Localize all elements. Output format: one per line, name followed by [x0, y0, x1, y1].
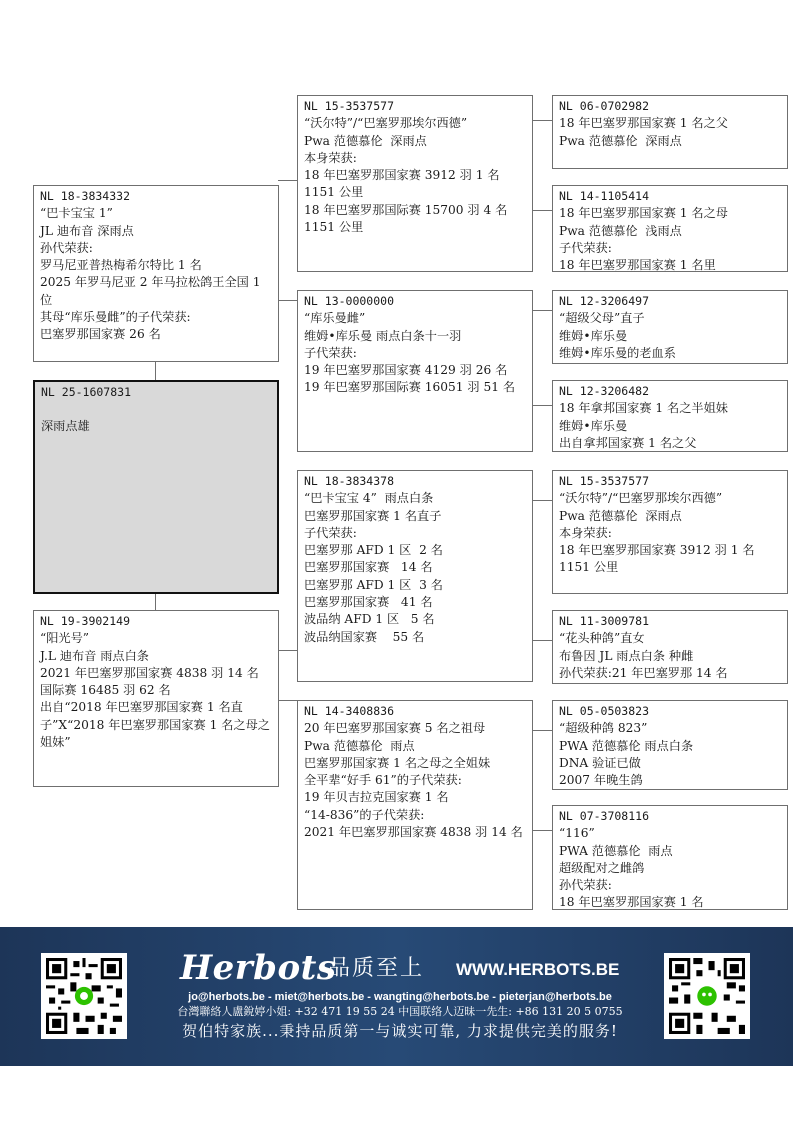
card-line: 巴塞罗那 AFD 1 区 2 名	[304, 543, 443, 558]
pedigree-card-ddd	[552, 805, 788, 910]
footer-tagline: 贺伯特家族...秉持品质第一与诚实可靠, 力求提供完美的服务!	[182, 1022, 618, 1040]
card-line: 18 年巴塞罗那国家赛 1 名之父	[559, 116, 728, 131]
card-line: 2021 年巴塞罗那国家赛 4838 羽 14 名	[40, 665, 259, 680]
card-line: 全平辈“好手 61”的子代荣获:	[304, 773, 462, 788]
pedigree-card-dds	[552, 700, 788, 790]
pedigree-card-sire-sire	[297, 95, 533, 272]
connector	[533, 120, 552, 121]
connector	[278, 300, 297, 301]
wechat-icon	[669, 958, 745, 1034]
card-line: Pwa 范德慕伦 深雨点	[559, 508, 682, 523]
card-line: 2025 年罗马尼亚 2 年马拉松鸽王全国 1 位	[40, 275, 265, 307]
ring-number: NL 19-3902149	[40, 614, 131, 628]
card-line: 18 年巴塞罗那国家赛 1 名里	[559, 258, 716, 272]
card-line: Pwa 范德慕伦 雨点	[304, 738, 415, 753]
ring-number: NL 12-3206497	[559, 294, 650, 308]
connector	[533, 405, 552, 406]
card-line: 2021 年巴塞罗那国家赛 4838 羽 14 名	[304, 825, 523, 840]
ring-number: NL 13-0000000	[304, 294, 395, 308]
card-line: “巴卡宝宝 1”	[40, 206, 113, 221]
contact-emails[interactable]: jo@herbots.be - miet@herbots.be - wangting@herbots.be - pieterjan@herbots.be	[188, 991, 612, 1003]
card-line: 本身荣获:	[304, 150, 357, 165]
card-line: “超级父母”直子	[559, 311, 645, 326]
card-line: 子代荣获:	[559, 240, 612, 255]
card-line: 巴塞罗那国家赛 26 名	[40, 327, 161, 342]
card-line: 超级配对之雌鸽	[559, 860, 645, 875]
qr-code-icon	[46, 958, 122, 1034]
card-line: 子代荣获:	[304, 525, 357, 540]
card-line: 巴塞罗那国家赛 41 名	[304, 595, 433, 610]
connector	[278, 180, 297, 181]
connector	[533, 640, 552, 641]
card-line: “14-836”的子代荣获:	[304, 807, 425, 822]
ring-number: NL 15-3537577	[559, 474, 650, 488]
ring-number: NL 25-1607831	[41, 385, 132, 399]
pedigree-card-dsd	[552, 610, 788, 684]
card-line: PWA 范德慕伦 雨点白条	[559, 738, 694, 753]
ring-number: NL 05-0503823	[559, 704, 650, 718]
ring-number: NL 12-3206482	[559, 384, 650, 398]
card-line: “阳光号”	[40, 631, 90, 646]
connector	[278, 650, 297, 651]
card-line: Pwa 范德慕伦 深雨点	[559, 133, 682, 148]
card-line: 维姆•库乐曼 雨点白条十一羽	[304, 328, 462, 343]
contact-phones: 台灣聯絡人盧銳婷小姐: +32 471 19 55 24 中国联络人迈昧一先生: +86 131 20 5 0755	[177, 1005, 623, 1018]
card-line: 孙代荣获:	[40, 240, 93, 255]
card-line: Pwa 范德慕伦 深雨点	[304, 133, 427, 148]
card-line: 20 年巴塞罗那国家赛 5 名之祖母	[304, 721, 486, 736]
pedigree-card-sdd	[552, 380, 788, 452]
ring-number: NL 11-3009781	[559, 614, 650, 628]
card-line: 子代荣获:	[304, 345, 357, 360]
ring-number: NL 18-3834378	[304, 474, 395, 488]
pedigree-card-dam-sire	[297, 470, 533, 682]
card-line: “超级种鸽 823”	[559, 721, 648, 736]
brand-slogan: 品质至上	[328, 956, 425, 981]
connector	[533, 730, 552, 731]
card-line: J.L 迪布音 雨点白条	[40, 648, 149, 663]
card-line: 维姆•库乐曼	[559, 328, 628, 343]
card-line: PWA 范德慕伦 雨点	[559, 843, 673, 858]
ring-number: NL 14-3408836	[304, 704, 395, 718]
website-link[interactable]: WWW.HERBOTS.BE	[456, 960, 620, 979]
ring-number: NL 07-3708116	[559, 809, 650, 823]
ring-number: NL 15-3537577	[304, 99, 395, 113]
card-line: 18 年拿邦国家赛 1 名之半姐妹	[559, 401, 728, 416]
connector	[533, 310, 552, 311]
card-line: “116”	[559, 826, 595, 841]
card-line: Pwa 范德慕伦 浅雨点	[559, 223, 682, 238]
card-line: 出自“2018 年巴塞罗那国家赛 1 名直子”X“2018 年巴塞罗那国家赛 1 名之母之姐妹”	[40, 700, 270, 750]
connector	[155, 362, 156, 380]
pedigree-card-sire	[33, 185, 279, 362]
connector	[155, 594, 156, 610]
pedigree-card-dam	[33, 610, 279, 787]
card-line: 巴塞罗那 AFD 1 区 3 名	[304, 577, 443, 592]
card-line: 19 年巴塞罗那国际赛 16051 羽 51 名	[304, 380, 516, 395]
card-line: 巴塞罗那国家赛 1 名之母之全姐妹	[304, 755, 491, 770]
card-line: 罗马尼亚普热梅希尔特比 1 名	[40, 258, 202, 273]
card-line: 维姆•库乐曼	[559, 418, 628, 433]
ring-number: NL 18-3834332	[40, 189, 131, 203]
card-line: 其母“库乐曼雌”的子代荣获:	[40, 310, 191, 325]
card-line: 19 年贝吉拉克国家赛 1 名	[304, 790, 449, 805]
card-line: JL 迪布音 深雨点	[40, 223, 134, 238]
card-line: 19 年巴塞罗那国家赛 4129 羽 26 名	[304, 363, 508, 378]
qr-code-icon	[41, 953, 127, 1039]
card-line: “库乐曼雌”	[304, 311, 366, 326]
connector	[533, 500, 552, 501]
card-line: 2007 年晚生鸽	[559, 773, 643, 788]
card-line: 深雨点雄	[41, 419, 90, 434]
card-line: 巴塞罗那国家赛 14 名	[304, 560, 433, 575]
footer-banner	[0, 927, 793, 1066]
card-line: “沃尔特”/“巴塞罗那埃尔西德”	[304, 116, 468, 131]
card-line: 布鲁因 JL 雨点白条 种雌	[559, 648, 694, 663]
card-line: 18 年巴塞罗那国家赛 3912 羽 1 名 1151 公里	[559, 543, 759, 575]
ring-number: NL 06-0702982	[559, 99, 650, 113]
card-line: 18 年巴塞罗那国家赛 1 名之母	[559, 206, 728, 221]
card-line: 孙代荣获:	[559, 878, 612, 893]
card-line: 波品纳国家赛 55 名	[304, 629, 425, 644]
ring-number: NL 14-1105414	[559, 189, 650, 203]
card-line: 出自拿邦国家赛 1 名之父	[559, 435, 697, 450]
card-line: 本身荣获:	[559, 525, 612, 540]
card-line	[41, 401, 271, 418]
card-line: “巴卡宝宝 4” 雨点白条	[304, 491, 434, 506]
card-line: 国际赛 16485 羽 62 名	[40, 683, 171, 698]
card-line: 18 年巴塞罗那国家赛 1 名	[559, 895, 704, 910]
card-line: 18 年巴塞罗那国家赛 3912 羽 1 名 1151 公里	[304, 168, 504, 200]
pedigree-card-subject	[33, 380, 279, 594]
brand-row	[180, 949, 620, 989]
card-line: 巴塞罗那国家赛 1 名直子	[304, 508, 442, 523]
pedigree-card-dam-dam	[297, 700, 533, 910]
connector	[533, 830, 552, 831]
card-line: “花头种鸽”直女	[559, 631, 645, 646]
card-line: 波品纳 AFD 1 区 5 名	[304, 612, 435, 627]
card-line: 18 年巴塞罗那国际赛 15700 羽 4 名 1151 公里	[304, 202, 512, 235]
card-line: DNA 验证已做	[559, 755, 641, 770]
qr-code-icon	[664, 953, 750, 1039]
pedigree-card-sds	[552, 290, 788, 364]
pedigree-card-ssd	[552, 185, 788, 272]
card-line: 维姆•库乐曼的老血系	[559, 345, 676, 360]
brand-logo: Herbots	[180, 948, 337, 988]
connector	[533, 210, 552, 211]
connector	[278, 700, 297, 701]
card-line: “沃尔特”/“巴塞罗那埃尔西德”	[559, 491, 723, 506]
pedigree-card-dss	[552, 470, 788, 594]
pedigree-card-sss	[552, 95, 788, 169]
pedigree-card-sire-dam	[297, 290, 533, 452]
card-line: 孙代荣获:21 年巴塞罗那 14 名	[559, 665, 728, 680]
